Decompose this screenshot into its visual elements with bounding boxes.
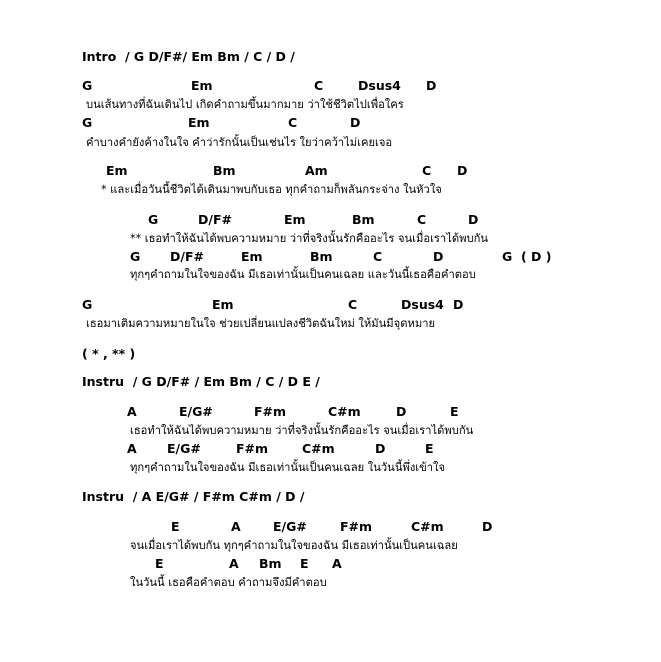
lyric-line: ทุกๆคำถามในใจของฉัน มีเธอเท่านั้นเป็นคนเฉลย ในวันนี้พึ่งเข้าใจ (130, 461, 446, 474)
chord: D (433, 249, 444, 264)
chord: F#m (236, 441, 269, 456)
lyric-line: เธอทำให้ฉันได้พบความหมาย ว่าที่จริงนั้นรักคืออะไร จนเมื่อเราได้พบกัน (130, 424, 474, 437)
chord: G (148, 212, 159, 227)
chord: E (171, 519, 180, 534)
chord: Dsus4 (358, 78, 401, 93)
chord: E/G# (273, 519, 307, 534)
chord: D (457, 163, 468, 178)
chord: A (231, 519, 241, 534)
chord: Em (188, 115, 210, 130)
chord: Dsus4 (401, 297, 444, 312)
chord: E (425, 441, 434, 456)
chord: A (127, 441, 137, 456)
chord: D (482, 519, 493, 534)
chord: D (468, 212, 479, 227)
chord: D/F# (198, 212, 232, 227)
chord: C (314, 78, 324, 93)
chord: Bm (310, 249, 333, 264)
lyric-line: เธอมาเติมความหมายในใจ ช่วยเปลี่ยนแปลงชีวิตฉันใหม่ ให้มันมีจุดหมาย (86, 317, 436, 330)
lyric-line: คำบางคำยังค้างในใจ คำว่ารักนั้นเป็นเช่นไร ใยว่าคว้าไม่เคยเจอ (86, 136, 393, 149)
chord: E (300, 556, 309, 571)
chord: E (155, 556, 164, 571)
chord: Em (191, 78, 213, 93)
chord: D (453, 297, 464, 312)
chord: D (375, 441, 386, 456)
chord: A (127, 404, 137, 419)
chord: A (229, 556, 239, 571)
chord: C (373, 249, 383, 264)
intro-line: Intro / G D/F#/ Em Bm / C / D / (82, 49, 295, 64)
chord: C (417, 212, 427, 227)
chord: G (130, 249, 141, 264)
chord: Em (212, 297, 234, 312)
lyric-line: จนเมื่อเราได้พบกัน ทุกๆคำถามในใจของฉัน มีเธอเท่านั้นเป็นคนเฉลย (130, 539, 458, 552)
chord: Bm (352, 212, 375, 227)
lyric-line: ในวันนี้ เธอคือคำตอบ คำถามจึงมีคำตอบ (130, 576, 327, 589)
chord: Em (284, 212, 306, 227)
chord: C (422, 163, 432, 178)
chord: F#m (340, 519, 373, 534)
chord: C (348, 297, 358, 312)
chord: G (82, 115, 93, 130)
lyric-line: ** เธอทำให้ฉันได้พบความหมาย ว่าที่จริงนั้นรักคืออะไร จนเมื่อเราได้พบกัน (130, 232, 488, 245)
instrumental-line: Instru / G D/F# / Em Bm / C / D E / (82, 374, 320, 389)
lyric-line: ทุกๆคำถามในใจของฉัน มีเธอเท่านั้นเป็นคนเฉลย และวันนี้เธอคือคำตอบ (130, 268, 476, 281)
chord: A (332, 556, 342, 571)
repeat-marker: ( * , ** ) (82, 346, 136, 361)
lyric-line: บนเส้นทางที่ฉันเดินไป เกิดคำถามขึ้นมากมาย ว่าใช้ชีวิตไปเพื่อใคร (86, 98, 404, 111)
chord: Bm (213, 163, 236, 178)
chord: G ( D ) (502, 249, 552, 264)
chord: F#m (254, 404, 287, 419)
chord: E/G# (167, 441, 201, 456)
chord: C#m (411, 519, 444, 534)
chord: C#m (302, 441, 335, 456)
chord: E (450, 404, 459, 419)
chord: D (426, 78, 437, 93)
chord: Am (305, 163, 328, 178)
lyric-line: * และเมื่อวันนี้ชีวิตได้เดินมาพบกับเธอ ทุกคำถามก็พลันกระจ่าง ในหัวใจ (101, 183, 442, 196)
chord: G (82, 297, 93, 312)
chord: C#m (328, 404, 361, 419)
chord: Em (106, 163, 128, 178)
chord: E/G# (179, 404, 213, 419)
chord: Em (241, 249, 263, 264)
chord: Bm (259, 556, 282, 571)
chord: D (396, 404, 407, 419)
chord: C (288, 115, 298, 130)
chord: D/F# (170, 249, 204, 264)
chord: G (82, 78, 93, 93)
instrumental-line: Instru / A E/G# / F#m C#m / D / (82, 489, 305, 504)
chord: D (350, 115, 361, 130)
